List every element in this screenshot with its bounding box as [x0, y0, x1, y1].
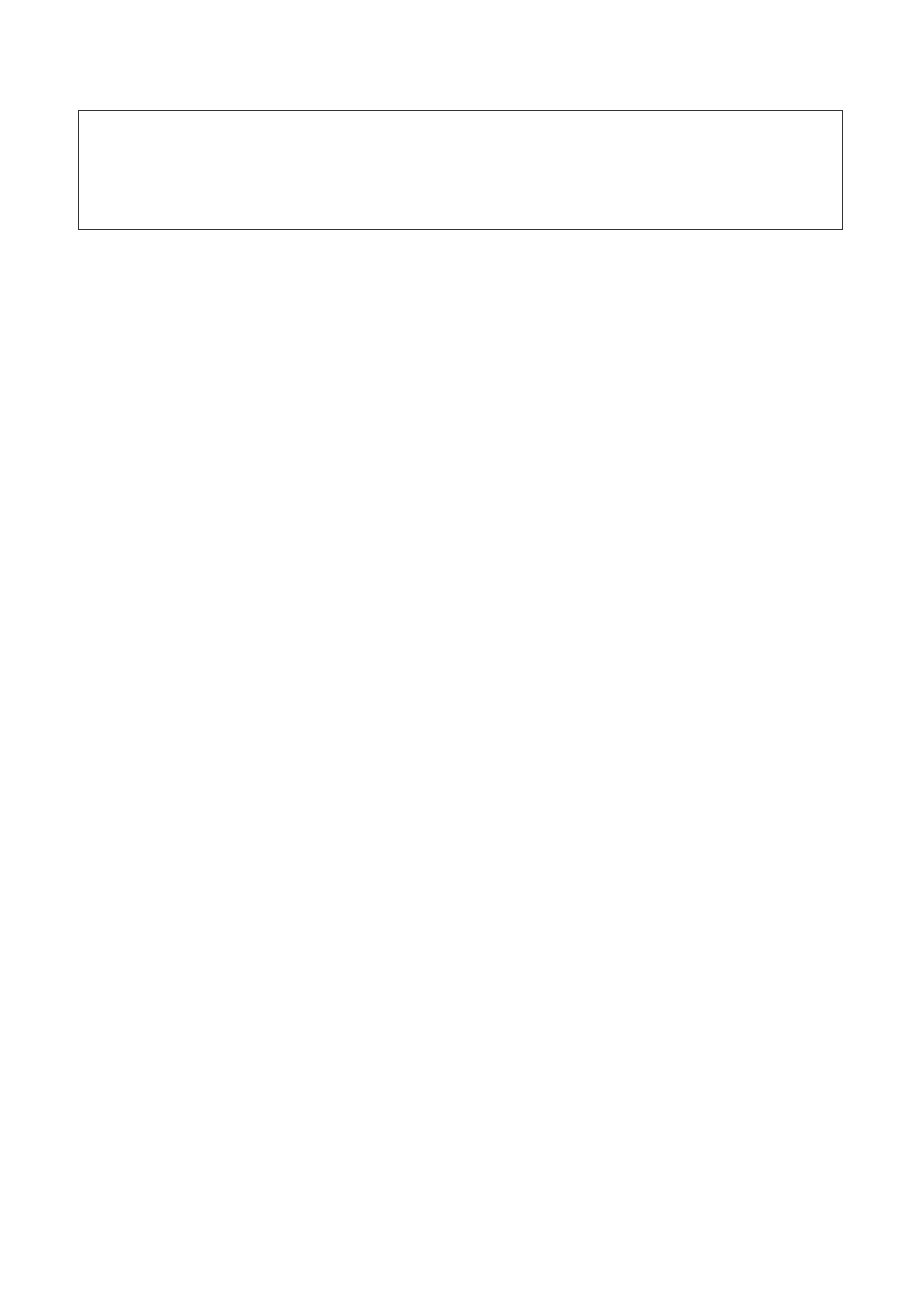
note-row [79, 111, 843, 230]
note-cell [79, 111, 843, 230]
academic-calendar-table [78, 110, 843, 230]
